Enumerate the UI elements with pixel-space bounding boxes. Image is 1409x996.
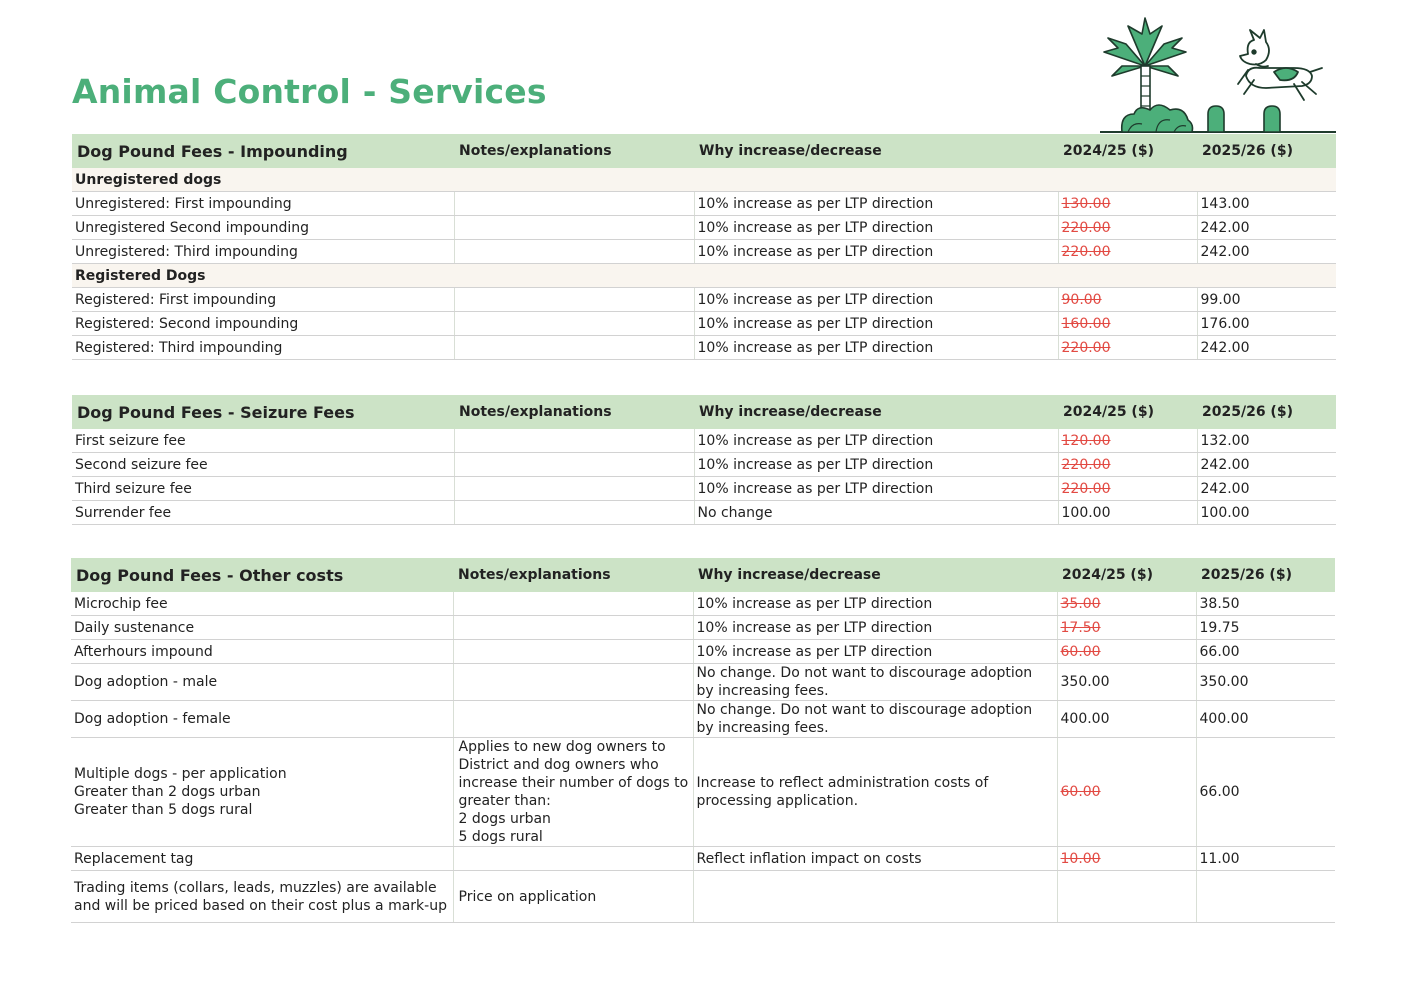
- table-row: [71, 592, 1335, 616]
- fee-2024-25: [1058, 312, 1197, 336]
- struck-price: 60.00: [1060, 643, 1101, 660]
- column-header-why: Why increase/decrease: [693, 558, 1057, 592]
- fee-2025-26: 242.00: [1197, 477, 1336, 501]
- fee-2024-25: [1057, 871, 1196, 923]
- table-row: [72, 477, 1336, 501]
- fee-2024-25: [1058, 192, 1197, 216]
- fee-notes: [454, 192, 694, 216]
- fee-2024-25: [1058, 336, 1197, 360]
- table-header-row: [72, 134, 1336, 168]
- fee-2025-26: 99.00: [1197, 288, 1336, 312]
- fee-2025-26: 132.00: [1197, 429, 1336, 453]
- page-title: Animal Control - Services: [72, 72, 547, 111]
- table-row: [71, 847, 1335, 871]
- table-header-row: [71, 558, 1335, 592]
- fee-2025-26: 400.00: [1196, 701, 1335, 738]
- table-row: [72, 312, 1336, 336]
- struck-price: 60.00: [1060, 784, 1101, 800]
- fee-item: Registered: Third impounding: [72, 336, 454, 360]
- fee-2024-25: 100.00: [1058, 501, 1197, 525]
- other-costs-table: [71, 558, 1335, 923]
- struck-price: 160.00: [1061, 315, 1111, 332]
- section-title: Dog Pound Fees - Impounding: [72, 134, 454, 168]
- fee-2024-25: 350.00: [1057, 664, 1196, 701]
- fee-notes: [454, 453, 694, 477]
- table-row: [71, 640, 1335, 664]
- fee-2025-26: 176.00: [1197, 312, 1336, 336]
- group-label: Registered Dogs: [72, 264, 1336, 288]
- fee-reason: 10% increase as per LTP direction: [694, 240, 1058, 264]
- group-row: [72, 168, 1336, 192]
- fee-reason: 10% increase as per LTP direction: [694, 312, 1058, 336]
- fee-2024-25: [1058, 288, 1197, 312]
- fee-item: Multiple dogs - per application Greater than 2 dogs urban Greater than 5 dogs rural: [71, 738, 453, 847]
- fee-reason: 10% increase as per LTP direction: [693, 616, 1057, 640]
- fee-2024-25: [1057, 847, 1196, 871]
- table-row: [72, 216, 1336, 240]
- fee-notes: [454, 216, 694, 240]
- column-header-2025-26: 2025/26 ($): [1196, 558, 1335, 592]
- struck-price: 220.00: [1061, 456, 1111, 473]
- column-header-notes: Notes/explanations: [453, 558, 693, 592]
- table-row: [72, 453, 1336, 477]
- fee-item: Registered: First impounding: [72, 288, 454, 312]
- fee-2025-26: 242.00: [1197, 240, 1336, 264]
- column-header-2024-25: 2024/25 ($): [1058, 395, 1197, 429]
- struck-price: 17.50: [1060, 619, 1101, 636]
- fee-reason: No change. Do not want to discourage adoption by increasing fees.: [693, 701, 1057, 738]
- fee-2024-25: [1058, 240, 1197, 264]
- group-label: Unregistered dogs: [72, 168, 1336, 192]
- struck-price: 220.00: [1061, 339, 1111, 356]
- fee-item: Dog adoption - male: [71, 664, 453, 701]
- struck-price: 220.00: [1061, 219, 1111, 236]
- fee-notes: [453, 847, 693, 871]
- table-row: [71, 664, 1335, 701]
- fee-2024-25: [1058, 429, 1197, 453]
- palm-tree-and-dog-illustration: [1098, 14, 1336, 136]
- column-header-why: Why increase/decrease: [694, 395, 1058, 429]
- table-row: [72, 240, 1336, 264]
- fee-reason: [693, 871, 1057, 923]
- fee-2025-26: 19.75: [1196, 616, 1335, 640]
- fee-notes: [454, 501, 694, 525]
- fee-2025-26: 100.00: [1197, 501, 1336, 525]
- fee-2024-25: [1057, 616, 1196, 640]
- column-header-notes: Notes/explanations: [454, 395, 694, 429]
- fee-2024-25: [1058, 216, 1197, 240]
- fee-item: Registered: Second impounding: [72, 312, 454, 336]
- table-row: [71, 616, 1335, 640]
- fee-reason: 10% increase as per LTP direction: [693, 640, 1057, 664]
- fee-item: Daily sustenance: [71, 616, 453, 640]
- fee-2024-25: [1057, 592, 1196, 616]
- struck-price: 220.00: [1061, 243, 1111, 260]
- fee-2025-26: 66.00: [1196, 738, 1335, 847]
- fee-2025-26: 242.00: [1197, 216, 1336, 240]
- fee-2025-26: 242.00: [1197, 453, 1336, 477]
- fee-2024-25: [1057, 738, 1196, 847]
- fee-notes: [454, 312, 694, 336]
- fee-reason: 10% increase as per LTP direction: [693, 592, 1057, 616]
- fee-2025-26: 350.00: [1196, 664, 1335, 701]
- group-row: [72, 264, 1336, 288]
- fee-reason: No change. Do not want to discourage adoption by increasing fees.: [693, 664, 1057, 701]
- fee-reason: Reflect inflation impact on costs: [693, 847, 1057, 871]
- fee-item: Surrender fee: [72, 501, 454, 525]
- column-header-2024-25: 2024/25 ($): [1058, 134, 1197, 168]
- fee-notes: [454, 288, 694, 312]
- table-row: [71, 738, 1335, 847]
- fee-item: Unregistered Second impounding: [72, 216, 454, 240]
- fee-notes: [453, 640, 693, 664]
- column-header-2024-25: 2024/25 ($): [1057, 558, 1196, 592]
- fee-item: Afterhours impound: [71, 640, 453, 664]
- table-row: [72, 429, 1336, 453]
- fee-2025-26: 38.50: [1196, 592, 1335, 616]
- fee-2025-26: 242.00: [1197, 336, 1336, 360]
- table-row: [72, 501, 1336, 525]
- fee-reason: Increase to reflect administration costs of processing application.: [693, 738, 1057, 847]
- column-header-why: Why increase/decrease: [694, 134, 1058, 168]
- table-row: [72, 336, 1336, 360]
- fee-reason: 10% increase as per LTP direction: [694, 216, 1058, 240]
- column-header-2025-26: 2025/26 ($): [1197, 395, 1336, 429]
- section-title: Dog Pound Fees - Seizure Fees: [72, 395, 454, 429]
- fee-notes: [454, 429, 694, 453]
- fee-2024-25: [1058, 477, 1197, 501]
- table-row: [71, 701, 1335, 738]
- fee-item: Dog adoption - female: [71, 701, 453, 738]
- fee-reason: 10% increase as per LTP direction: [694, 477, 1058, 501]
- table-row: [71, 871, 1335, 923]
- struck-price: 220.00: [1061, 480, 1111, 497]
- fee-notes: Applies to new dog owners to District and dog owners who increase their number of dogs to greater than: 2 dogs urban 5 dogs rural: [453, 738, 693, 847]
- fee-2025-26: 143.00: [1197, 192, 1336, 216]
- struck-price: 35.00: [1060, 595, 1101, 612]
- fee-notes: [454, 336, 694, 360]
- fee-notes: [453, 701, 693, 738]
- fee-item: Third seizure fee: [72, 477, 454, 501]
- fee-notes: [453, 592, 693, 616]
- fee-reason: 10% increase as per LTP direction: [694, 192, 1058, 216]
- struck-price: 130.00: [1061, 195, 1111, 212]
- column-header-notes: Notes/explanations: [454, 134, 694, 168]
- struck-price: 90.00: [1061, 291, 1102, 308]
- column-header-2025-26: 2025/26 ($): [1197, 134, 1336, 168]
- fee-item: Microchip fee: [71, 592, 453, 616]
- fee-reason: 10% increase as per LTP direction: [694, 288, 1058, 312]
- table-row: [72, 192, 1336, 216]
- table-row: [72, 288, 1336, 312]
- fee-item: Unregistered: First impounding: [72, 192, 454, 216]
- fee-2025-26: [1196, 871, 1335, 923]
- fee-2024-25: [1058, 453, 1197, 477]
- fee-item: First seizure fee: [72, 429, 454, 453]
- table-header-row: [72, 395, 1336, 429]
- fee-item: Second seizure fee: [72, 453, 454, 477]
- fee-2025-26: 11.00: [1196, 847, 1335, 871]
- fee-notes: [453, 616, 693, 640]
- fee-notes: Price on application: [453, 871, 693, 923]
- fee-2024-25: [1057, 640, 1196, 664]
- struck-price: 10.00: [1060, 850, 1101, 867]
- fee-2025-26: 66.00: [1196, 640, 1335, 664]
- fee-notes: [453, 664, 693, 701]
- fee-2024-25: 400.00: [1057, 701, 1196, 738]
- fee-reason: 10% increase as per LTP direction: [694, 429, 1058, 453]
- fee-reason: No change: [694, 501, 1058, 525]
- fee-notes: [454, 477, 694, 501]
- struck-price: 120.00: [1061, 432, 1111, 449]
- fee-reason: 10% increase as per LTP direction: [694, 453, 1058, 477]
- fee-item: Unregistered: Third impounding: [72, 240, 454, 264]
- fee-notes: [454, 240, 694, 264]
- fee-item: Trading items (collars, leads, muzzles) are available and will be priced based on their cost plus a mark-up: [71, 871, 453, 923]
- section-title: Dog Pound Fees - Other costs: [71, 558, 453, 592]
- seizure-fees-table: [72, 395, 1336, 525]
- fee-reason: 10% increase as per LTP direction: [694, 336, 1058, 360]
- fee-item: Replacement tag: [71, 847, 453, 871]
- impounding-fees-table: [72, 134, 1336, 360]
